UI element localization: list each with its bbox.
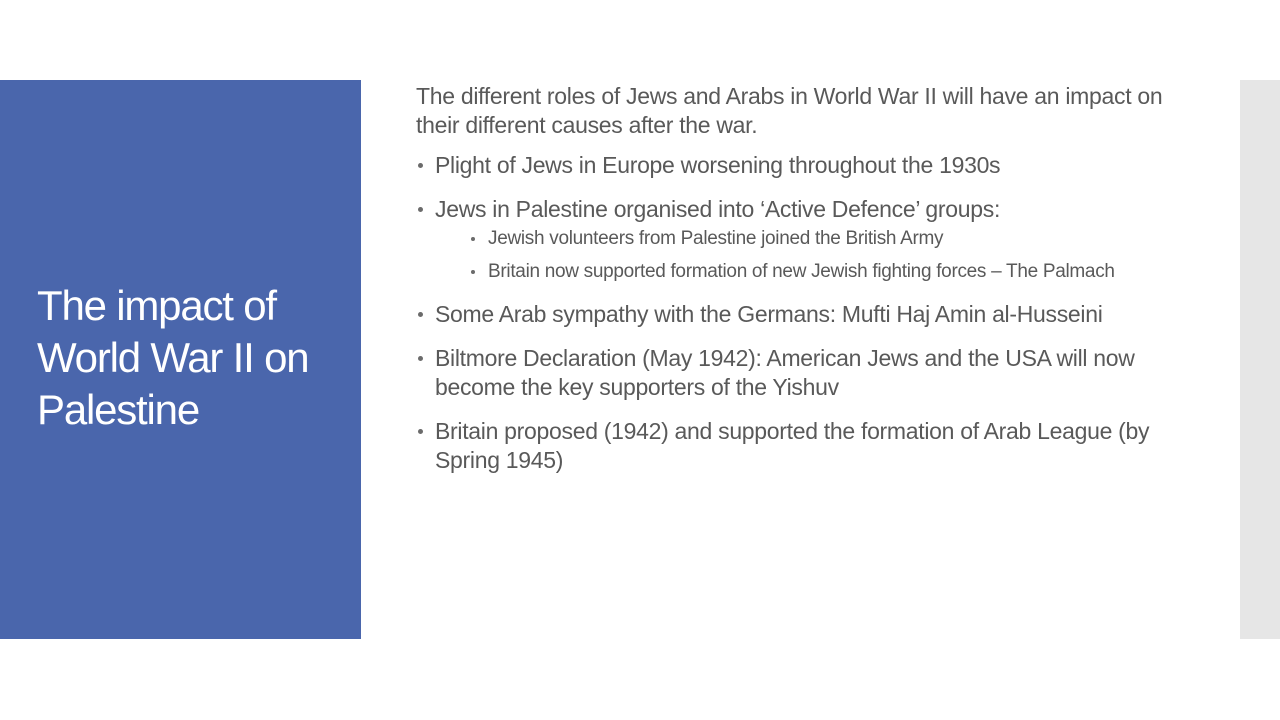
sub-bullet-item bbox=[469, 226, 1196, 252]
slide-content bbox=[416, 82, 1196, 490]
sub-bullet-list bbox=[469, 226, 1196, 285]
bullet-item bbox=[416, 151, 1196, 180]
sub-bullet-text: Jewish volunteers from Palestine joined the British Army bbox=[488, 228, 944, 249]
bullet-dot-icon bbox=[418, 429, 423, 434]
bullet-dot-icon bbox=[418, 356, 423, 361]
sub-bullet-dot-icon bbox=[471, 270, 475, 274]
bullet-item bbox=[416, 417, 1196, 475]
bullet-dot-icon bbox=[418, 163, 423, 168]
bullet-text: Plight of Jews in Europe worsening throughout the 1930s bbox=[435, 152, 1001, 178]
bullet-dot-icon bbox=[418, 312, 423, 317]
sub-bullet-text: Britain now supported formation of new Jewish fighting forces – The Palmach bbox=[488, 261, 1115, 282]
bullet-text: Some Arab sympathy with the Germans: Mufti Haj Amin al-Husseini bbox=[435, 301, 1103, 327]
bullet-dot-icon bbox=[418, 207, 423, 212]
bullet-text: Biltmore Declaration (May 1942): American Jews and the USA will now become the key supporters of the Yishuv bbox=[435, 345, 1135, 400]
bullet-text: Britain proposed (1942) and supported the formation of Arab League (by Spring 1945) bbox=[435, 418, 1150, 473]
sub-bullet-item bbox=[469, 259, 1196, 285]
bullet-item bbox=[416, 344, 1196, 402]
right-accent-strip bbox=[1240, 80, 1280, 639]
intro-paragraph: The different roles of Jews and Arabs in World War II will have an impact on their different causes after the war. bbox=[416, 83, 1163, 138]
bullet-list bbox=[416, 151, 1196, 475]
bullet-item bbox=[416, 300, 1196, 329]
bullet-text: Jews in Palestine organised into ‘Active Defence’ groups: bbox=[435, 196, 1001, 222]
slide-title: The impact of World War II on Palestine bbox=[37, 282, 309, 433]
bullet-item bbox=[416, 195, 1196, 285]
sub-bullet-dot-icon bbox=[471, 237, 475, 241]
